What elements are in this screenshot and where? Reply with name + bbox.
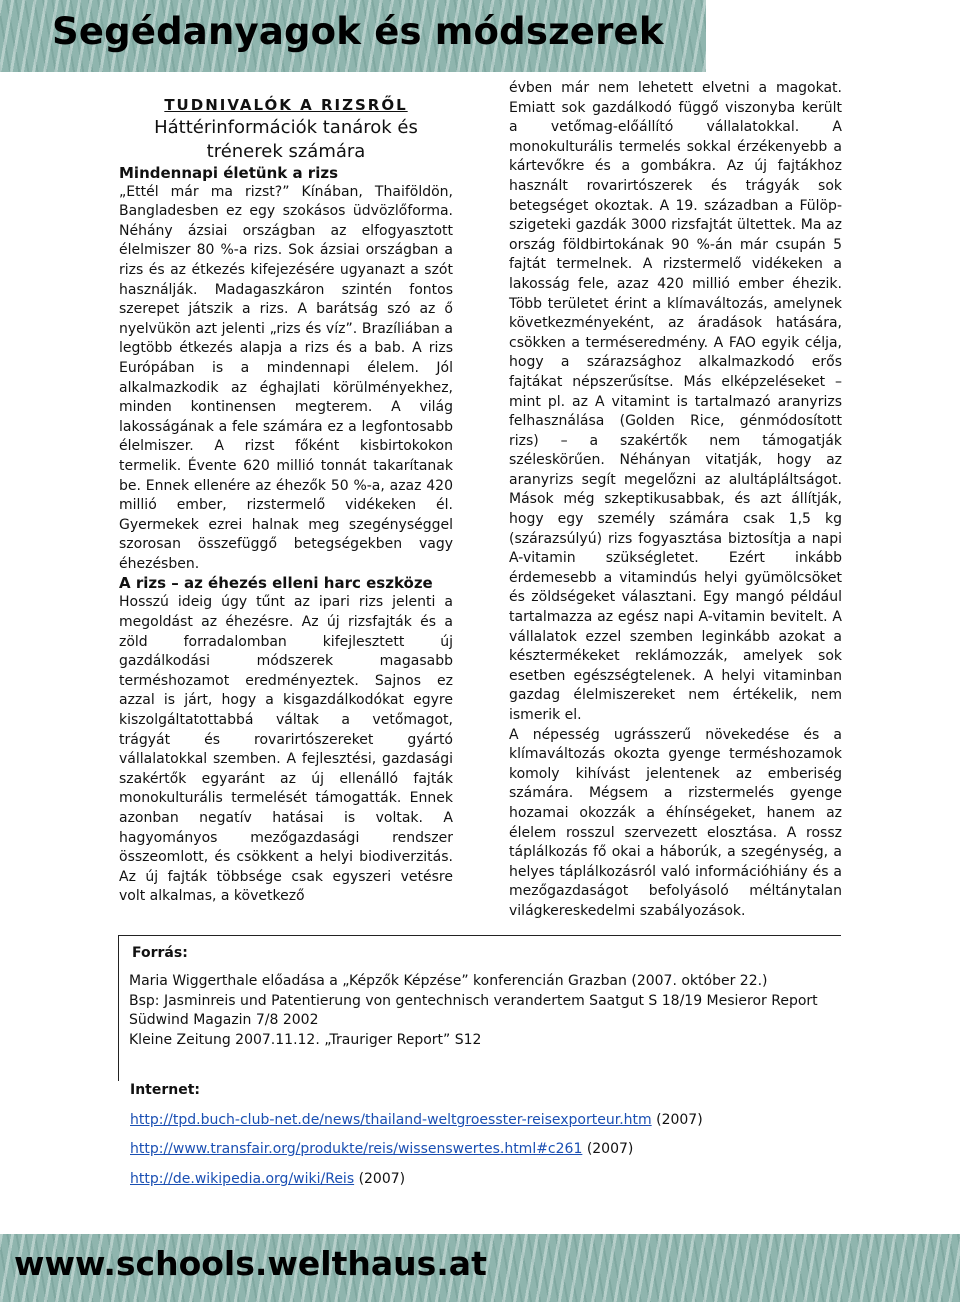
header-banner: [0, 0, 706, 72]
footer-website: www.schools.welthaus.at: [14, 1244, 487, 1283]
link-transfair-reis[interactable]: http://www.transfair.org/produkte/reis/wissenswertes.html#c261: [130, 1141, 583, 1157]
link-year: (2007): [656, 1112, 703, 1128]
section-text-hunger: Hosszú ideig úgy tűnt az ipari rizs jelenti a megoldást az éhezésre. Az új rizsfajták és a zöld forradalomban kifejlesztett új gazdálkodási módszerek magasabb terméshozamot eredményeztek. Sajnos ez azzal is járt, hogy a kisgazdálkodókat egyre kiszolgáltatottabbá váltak a vetőmagot, trágyát és rovarirtószereket gyártó vállalatokkal szemben. A fejlesztési, gazdasági szakértők egyaránt az új ellenálló fajták monokulturális termelését támogatták. Ennek azonban negatív hatásai is voltak. A hagyományos mezőgazdasági rendszer összeomlott, és csökkent a helyi biodiverzitás. Az új fajták többsége csak egyszeri vetésre volt alkalmas, a következő: [119, 594, 453, 905]
right-column: [509, 79, 842, 922]
source-item: Südwind Magazin 7/8 2002: [129, 1012, 319, 1028]
link-year: (2007): [358, 1171, 406, 1187]
source-item: Kleine Zeitung 2007.11.12. „Trauriger Report” S12: [129, 1031, 482, 1048]
article-title: TUDNIVALÓK A RIZSRŐL: [164, 96, 408, 114]
link-row: [130, 1141, 633, 1157]
section-heading-daily-life: Mindennapi életünk a rizs: [119, 163, 338, 182]
internet-label: Internet:: [130, 1082, 201, 1098]
section-heading-hunger: A rizs – az éhezés elleni harc eszköze: [119, 574, 433, 593]
link-row: [130, 1112, 703, 1128]
sources-box: [118, 935, 841, 1081]
link-row: [130, 1171, 405, 1187]
right-paragraph-2: A népesség ugrásszerű növekedése és a klímaváltozás okozta gyenge terméshozamok komoly kihívást jelentenek az emberiség számára. Mégsem a rizstermelés gyenge hozamai okozzák a éhínségeket, hanem az élelem rosszul szervezett elosztása. A rossz táplálkozás fő okai a háborúk, a szegénység, a helyes táplálkozásról való információhiány és a mezőgazdaságot befolyásoló méltánytalan világkereskedelmi szabályozások.: [509, 726, 842, 919]
footer-banner: [0, 1234, 960, 1302]
link-thailand-reis[interactable]: http://tpd.buch-club-net.de/news/thailand-weltgroesster-reisexporteur.htm: [130, 1112, 652, 1128]
page-title: Segédanyagok és módszerek: [52, 10, 664, 53]
link-wikipedia-reis[interactable]: http://de.wikipedia.org/wiki/Reis: [130, 1171, 355, 1187]
section-text-daily-life: „Ettél már ma rizst?” Kínában, Thaiföldön, Bangladesben ez egy szokásos üdvözlőforma. Néhány ázsiai országban az elfogyasztott élelmiszer 80 %-a rizs. Sok ázsiai országban a rizs és az étkezés kifejezésére ugyanazt a szót használják. Madagaszkáron szintén fontos szerepet játszik a rizs. A barátság szó az ő nyelvükön azt jelenti „rizs és víz”. Brazíliában a legtöbb étkezés alapja a rizs és a bab. A rizs Európában is a mindennapi élelem. Jól alkalmazkodik az éghajlati körülményekhez, minden kontinensen megterem. A világ lakosságának a fele számára ez a legfontosabb élelmiszer. A rizst főként kisbirtokokon termelik. Évente 620 millió tonnát takarítanak be. Ennek ellenére az éhezők 50 %-a, azaz 420 millió ember, rizstermelő vidékeken él. Gyermekek ezrei halnak meg szegénységgel szorosan összefüggő betegségekben vagy éhezésben.: [119, 183, 453, 572]
sources-label: Forrás:: [132, 945, 188, 961]
link-year: (2007): [586, 1141, 634, 1157]
article-subtitle: Háttérinformációk tanárok és trénerek számára: [154, 116, 418, 162]
source-item: Maria Wiggerthale előadása a „Képzők Képzése” konferencián Grazban (2007. október 22.): [129, 973, 768, 989]
source-item: Bsp: Jasminreis und Patentierung von gentechnisch verandertem Saatgut S 18/19 Mesieror Report: [129, 992, 818, 1009]
left-column: [119, 96, 453, 907]
sources-list: [129, 972, 818, 1050]
right-paragraph-1: évben már nem lehetett elvetni a magokat. Emiatt sok gazdálkodó függő viszonyba került a vetőmag-előállító vállalatokkal. A monokulturális termelés sokkal érzékenyebb a kártevőkre és a gombákra. Az új fajtákhoz használt rovarirtószerek és trágyák sok betegséget okoztak. A 19. században a Fülöp-szigeteki gazdák 3000 rizsfajtát ültettek. Ma az ország földbirtokának 90 %-án már csupán 5 fajtát termelnek. A rizstermelő vidékeken a lakosság fele, azaz 420 millió ember éhezik. Több területet érint a klímaváltozás, amelynek következményeként, az áradások hatására, csökken a terméseredmény. A FAO egyik célja, hogy a szárazsághoz alkalmazkodó erős fajtákat népszerűsítse. Más elképzeléseket – mint pl. az A vitamint is tartalmazó aranyrizs felhasználása (Golden Rice, génmódosított rizs) – a szakértők nem támogatják széleskörűen. Néhányan vitatják, hogy az aranyrizs segít megelőzni az alultápláltságot. Mások még szkeptikusabbak, és azt állítják, hogy egy személy számára csak 1,5 kg (szárazsúlyú) rizs fogyasztása biztosítja a napi A-vitamin szükségletet. Ezért inkább érdemesebb a vitamindús helyi gyümölcsöket és zöldségeket választani. Egy mangó például tartalmazza az egész napi A-vitamin bevitelt. A vállalatok ezzel szemben leginkább azokat a késztermékeket reklámozzák, amelyek sok esetben egészségtelenek. A helyi vitaminban gazdag élelmiszereket nem értékelik, nem ismerik el.: [509, 80, 842, 723]
